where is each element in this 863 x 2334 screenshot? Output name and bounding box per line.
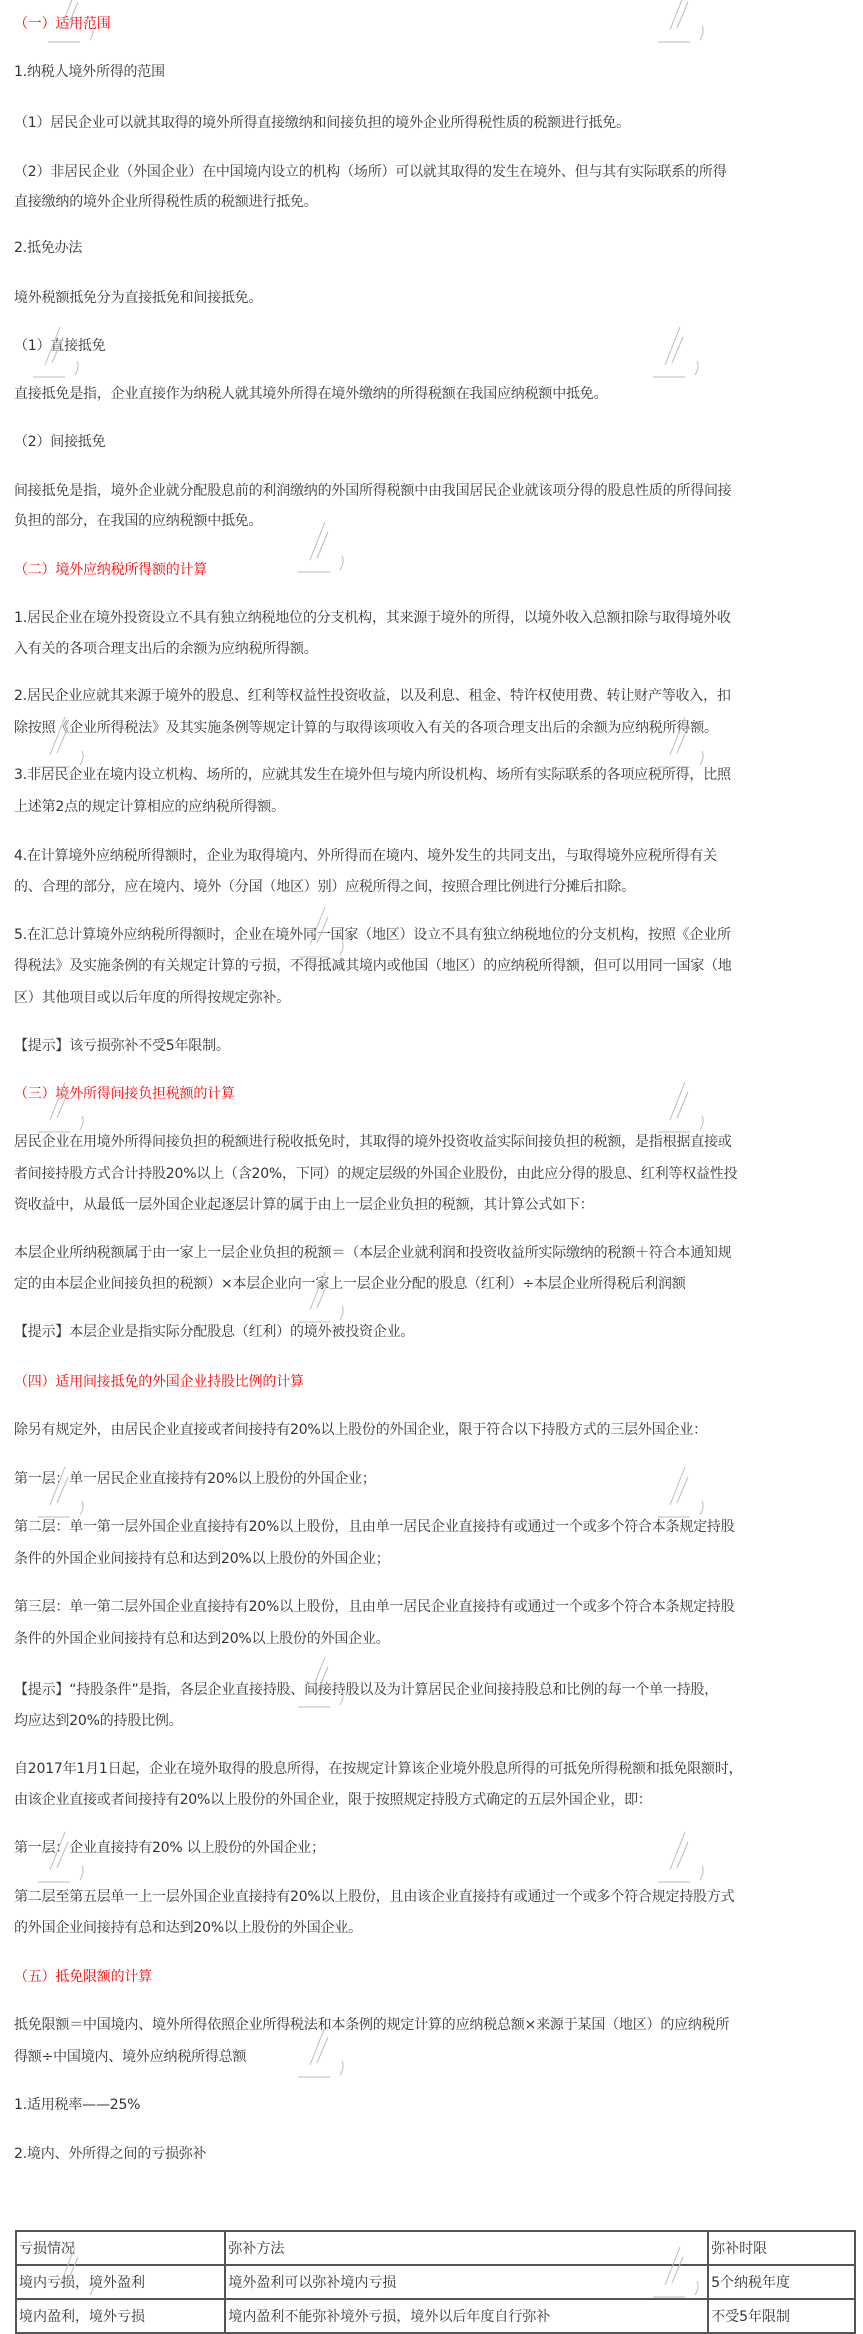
watermark-icon	[650, 0, 720, 50]
paragraph-line: 条件的外国企业间接持有总和达到20%以上股份的外国企业。	[14, 1631, 390, 1647]
paragraph-line: 条件的外国企业间接持有总和达到20%以上股份的外国企业；	[14, 1551, 390, 1567]
paragraph-line: 居民企业在用境外所得间接负担的税额进行税收抵免时，其取得的境外投资收益实际间接负担的税额，是指根据直接或	[14, 1134, 732, 1150]
paragraph-line: 【提示】该亏损弥补不受5年限制。	[14, 1038, 230, 1054]
paragraph-line: 得税法》及实施条例的有关规定计算的亏损，不得抵减其境内或他国（地区）的应纳税所得额，但可以用同一国家（地	[14, 958, 732, 974]
paragraph-line: 境外税额抵免分为直接抵免和间接抵免。	[14, 290, 263, 306]
paragraph-line: 第三层：单一第二层外国企业直接持有20%以上股份，且由单一居民企业直接持有或通过一个或多个符合本条规定持股	[14, 1599, 735, 1615]
paragraph-line: （1）直接抵免	[14, 338, 106, 354]
paragraph-line: 1.纳税人境外所得的范围	[14, 64, 165, 80]
paragraph-line: 抵免限额＝中国境内、境外所得依照企业所得税法和本条例的规定计算的应纳税总额×来源于某国（地区）的应纳税所	[14, 2017, 730, 2033]
paragraph-line: 1.居民企业在境外投资设立不具有独立纳税地位的分支机构，其来源于境外的所得，以境外收入总额扣除与取得境外收	[14, 610, 731, 626]
watermark-icon	[650, 1465, 720, 1525]
paragraph-line: 区）其他项目或以后年度的所得按规定弥补。	[14, 990, 290, 1006]
paragraph-line: 入有关的各项合理支出后的余额为应纳税所得额。	[14, 641, 318, 657]
paragraph-line: 的外国企业间接持有总和达到20%以上股份的外国企业。	[14, 1920, 362, 1936]
paragraph-line: 第二层至第五层单一上一层外国企业直接持有20%以上股份，且由该企业直接持有或通过一个或多个符合规定持股方式	[14, 1889, 735, 1905]
table-cell: 境内盈利，境外亏损	[16, 2299, 225, 2333]
table-cell: 境内盈利不能弥补境外亏损，境外以后年度自行弥补	[225, 2299, 708, 2333]
table-header-cell: 弥补时限	[708, 2231, 855, 2265]
watermark-icon	[290, 520, 360, 580]
paragraph-line: 4.在计算境外应纳税所得额时，企业为取得境内、外所得而在境内、境外发生的共同支出，与取得境外应税所得有关	[14, 848, 717, 864]
table-row	[16, 2299, 855, 2333]
paragraph-line: 第一层：企业直接持有20% 以上股份的外国企业；	[14, 1840, 325, 1856]
paragraph-line: 第一层：单一居民企业直接持有20%以上股份的外国企业；	[14, 1471, 376, 1487]
section-heading: （二）境外应纳税所得额的计算	[14, 562, 208, 578]
table-row	[16, 2265, 855, 2299]
paragraph-line: 1.适用税率——25%	[14, 2097, 141, 2113]
paragraph-line: 负担的部分，在我国的应纳税额中抵免。	[14, 513, 263, 529]
paragraph-line: 5.在汇总计算境外应纳税所得额时，企业在境外同一国家（地区）设立不具有独立纳税地位的分支机构，按照《企业所	[14, 927, 731, 943]
paragraph-line: 3.非居民企业在境内设立机构、场所的，应就其发生在境外但与境内所设机构、场所有实际联系的各项应税所得，比照	[14, 767, 731, 783]
paragraph-line: （2）间接抵免	[14, 434, 106, 450]
paragraph-line: 直接缴纳的境外企业所得税性质的税额进行抵免。	[14, 194, 318, 210]
paragraph-line: 资收益中，从最低一层外国企业起逐层计算的属于由上一层企业负担的税额，其计算公式如下：	[14, 1197, 594, 1213]
section-heading: （三）境外所得间接负担税额的计算	[14, 1086, 235, 1102]
table-header-cell: 弥补方法	[225, 2231, 708, 2265]
watermark-icon	[645, 325, 715, 385]
paragraph-line: （1）居民企业可以就其取得的境外所得直接缴纳和间接负担的境外企业所得税性质的税额进行抵免。	[14, 115, 630, 131]
paragraph-line: 得额÷中国境内、境外应纳税所得总额	[14, 2049, 247, 2065]
paragraph-line: 者间接持股方式合计持股20%以上（含20%，下同）的规定层级的外国企业股份，由此应分得的股息、红利等权益性投	[14, 1166, 738, 1182]
paragraph-line: 2.抵免办法	[14, 240, 83, 256]
paragraph-line: 定的由本层企业间接负担的税额）×本层企业向一家上一层企业分配的股息（红利）÷本层企业所得税后利润额	[14, 1276, 686, 1292]
paragraph-line: 自2017年1月1日起，企业在境外取得的股息所得，在按规定计算该企业境外股息所得的可抵免所得税额和抵免限额时，	[14, 1761, 743, 1777]
table-header-row	[16, 2231, 855, 2265]
paragraph-line: 第二层：单一第一层外国企业直接持有20%以上股份，且由单一居民企业直接持有或通过一个或多个符合本条规定持股	[14, 1519, 735, 1535]
watermark-icon	[650, 1830, 720, 1890]
paragraph-line: 2.居民企业应就其来源于境外的股息、红利等权益性投资收益，以及利息、租金、特许权使用费、转让财产等收入，扣	[14, 688, 731, 704]
table-cell: 不受5年限制	[708, 2299, 855, 2333]
paragraph-line: 上述第2点的规定计算相应的应纳税所得额。	[14, 799, 285, 815]
table-cell: 5个纳税年度	[708, 2265, 855, 2299]
loss-offset-table	[15, 2230, 856, 2334]
paragraph-line: 本层企业所纳税额属于由一家上一层企业负担的税额＝（本层企业就利润和投资收益所实际缴纳的税额＋符合本通知规	[14, 1245, 732, 1261]
section-heading: （一）适用范围	[14, 16, 111, 32]
section-heading: （五）抵免限额的计算	[14, 1969, 152, 1985]
paragraph-line: 【提示】本层企业是指实际分配股息（红利）的境外被投资企业。	[14, 1324, 415, 1340]
paragraph-line: 的、合理的部分，应在境内、境外（分国（地区）别）应税所得之间，按照合理比例进行分摊后扣除。	[14, 879, 635, 895]
paragraph-line: 除另有规定外，由居民企业直接或者间接持有20%以上股份的外国企业，限于符合以下持股方式的三层外国企业：	[14, 1422, 707, 1438]
table-header-cell: 亏损情况	[16, 2231, 225, 2265]
paragraph-line: 直接抵免是指，企业直接作为纳税人就其境外所得在境外缴纳的所得税额在我国应纳税额中抵免。	[14, 386, 608, 402]
table-cell: 境内亏损，境外盈利	[16, 2265, 225, 2299]
paragraph-line: 【提示】“持股条件”是指，各层企业直接持股、间接持股以及为计算居民企业间接持股总和比例的每一个单一持股，	[14, 1682, 719, 1698]
paragraph-line: 间接抵免是指，境外企业就分配股息前的利润缴纳的外国所得税额中由我国居民企业就该项分得的股息性质的所得间接	[14, 483, 732, 499]
paragraph-line: 除按照《企业所得税法》及其实施条例等规定计算的与取得该项收入有关的各项合理支出后的余额为应纳税所得额。	[14, 720, 718, 736]
section-heading: （四）适用间接抵免的外国企业持股比例的计算	[14, 1374, 304, 1390]
watermark-icon	[650, 1080, 720, 1140]
table-cell: 境外盈利可以弥补境内亏损	[225, 2265, 708, 2299]
paragraph-line: 均应达到20%的持股比例。	[14, 1713, 183, 1729]
paragraph-line: 2.境内、外所得之间的亏损弥补	[14, 2146, 207, 2162]
paragraph-line: （2）非居民企业（外国企业）在中国境内设立的机构（场所）可以就其取得的发生在境外、但与其有实际联系的所得	[14, 164, 727, 180]
paragraph-line: 由该企业直接或者间接持有20%以上股份的外国企业，限于按照规定持股方式确定的五层外国企业，即：	[14, 1792, 652, 1808]
